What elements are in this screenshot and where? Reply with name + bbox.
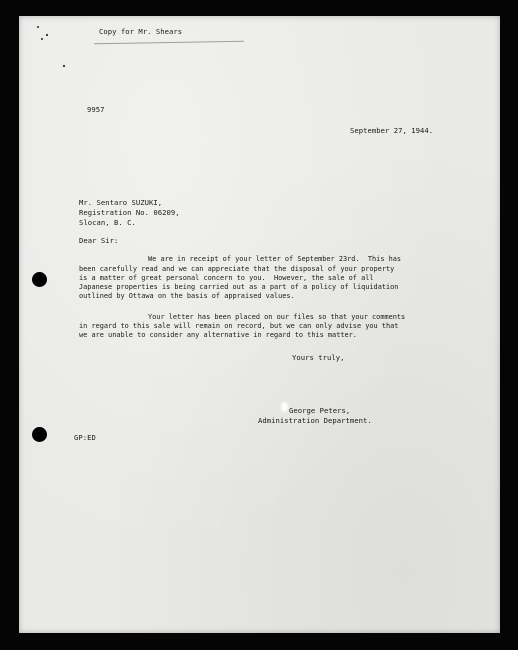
scan-glare — [281, 402, 288, 412]
signer-name: George Peters, — [289, 406, 351, 415]
paper-speck — [63, 65, 65, 67]
recipient-registration: Registration No. 06209, — [79, 208, 180, 217]
paragraph-line: is a matter of great personal concern to you. However, the sale of all — [79, 274, 374, 282]
recipient-location: Slocan, B. C. — [79, 218, 136, 227]
copy-note-underline — [94, 41, 244, 45]
punch-hole-upper — [32, 272, 47, 287]
paragraph-line: Japanese properties is being carried out as a part of a policy of liquidation — [79, 283, 399, 291]
paragraph-line: We are in receipt of your letter of September 23rd. This has — [148, 255, 402, 263]
file-number: 9957 — [87, 105, 105, 114]
recipient-name: Mr. Sentaro SUZUKI, — [79, 198, 163, 207]
paper-speck — [37, 26, 39, 28]
paper-speck — [41, 38, 43, 40]
paragraph-line: we are unable to consider any alternative in regard to this matter. — [79, 331, 357, 339]
copy-note: Copy for Mr. Shears — [99, 27, 183, 36]
letter-page — [19, 16, 500, 633]
punch-hole-lower — [32, 427, 47, 442]
paragraph-line: been carefully read and we can appreciate that the disposal of your property — [79, 265, 395, 273]
typist-initials: GP:ED — [74, 433, 96, 442]
paragraph-line: outlined by Ottawa on the basis of appraised values. — [79, 292, 295, 300]
paragraph-line: Your letter has been placed on our files so that your comments — [148, 313, 406, 321]
salutation: Dear Sir: — [79, 236, 119, 245]
paper-speck — [46, 34, 48, 36]
paragraph-line: in regard to this sale will remain on record, but we can only advise you that — [79, 322, 399, 330]
letter-date: September 27, 1944. — [350, 126, 434, 135]
closing: Yours truly, — [292, 353, 345, 362]
signer-title: Administration Department. — [258, 416, 372, 425]
